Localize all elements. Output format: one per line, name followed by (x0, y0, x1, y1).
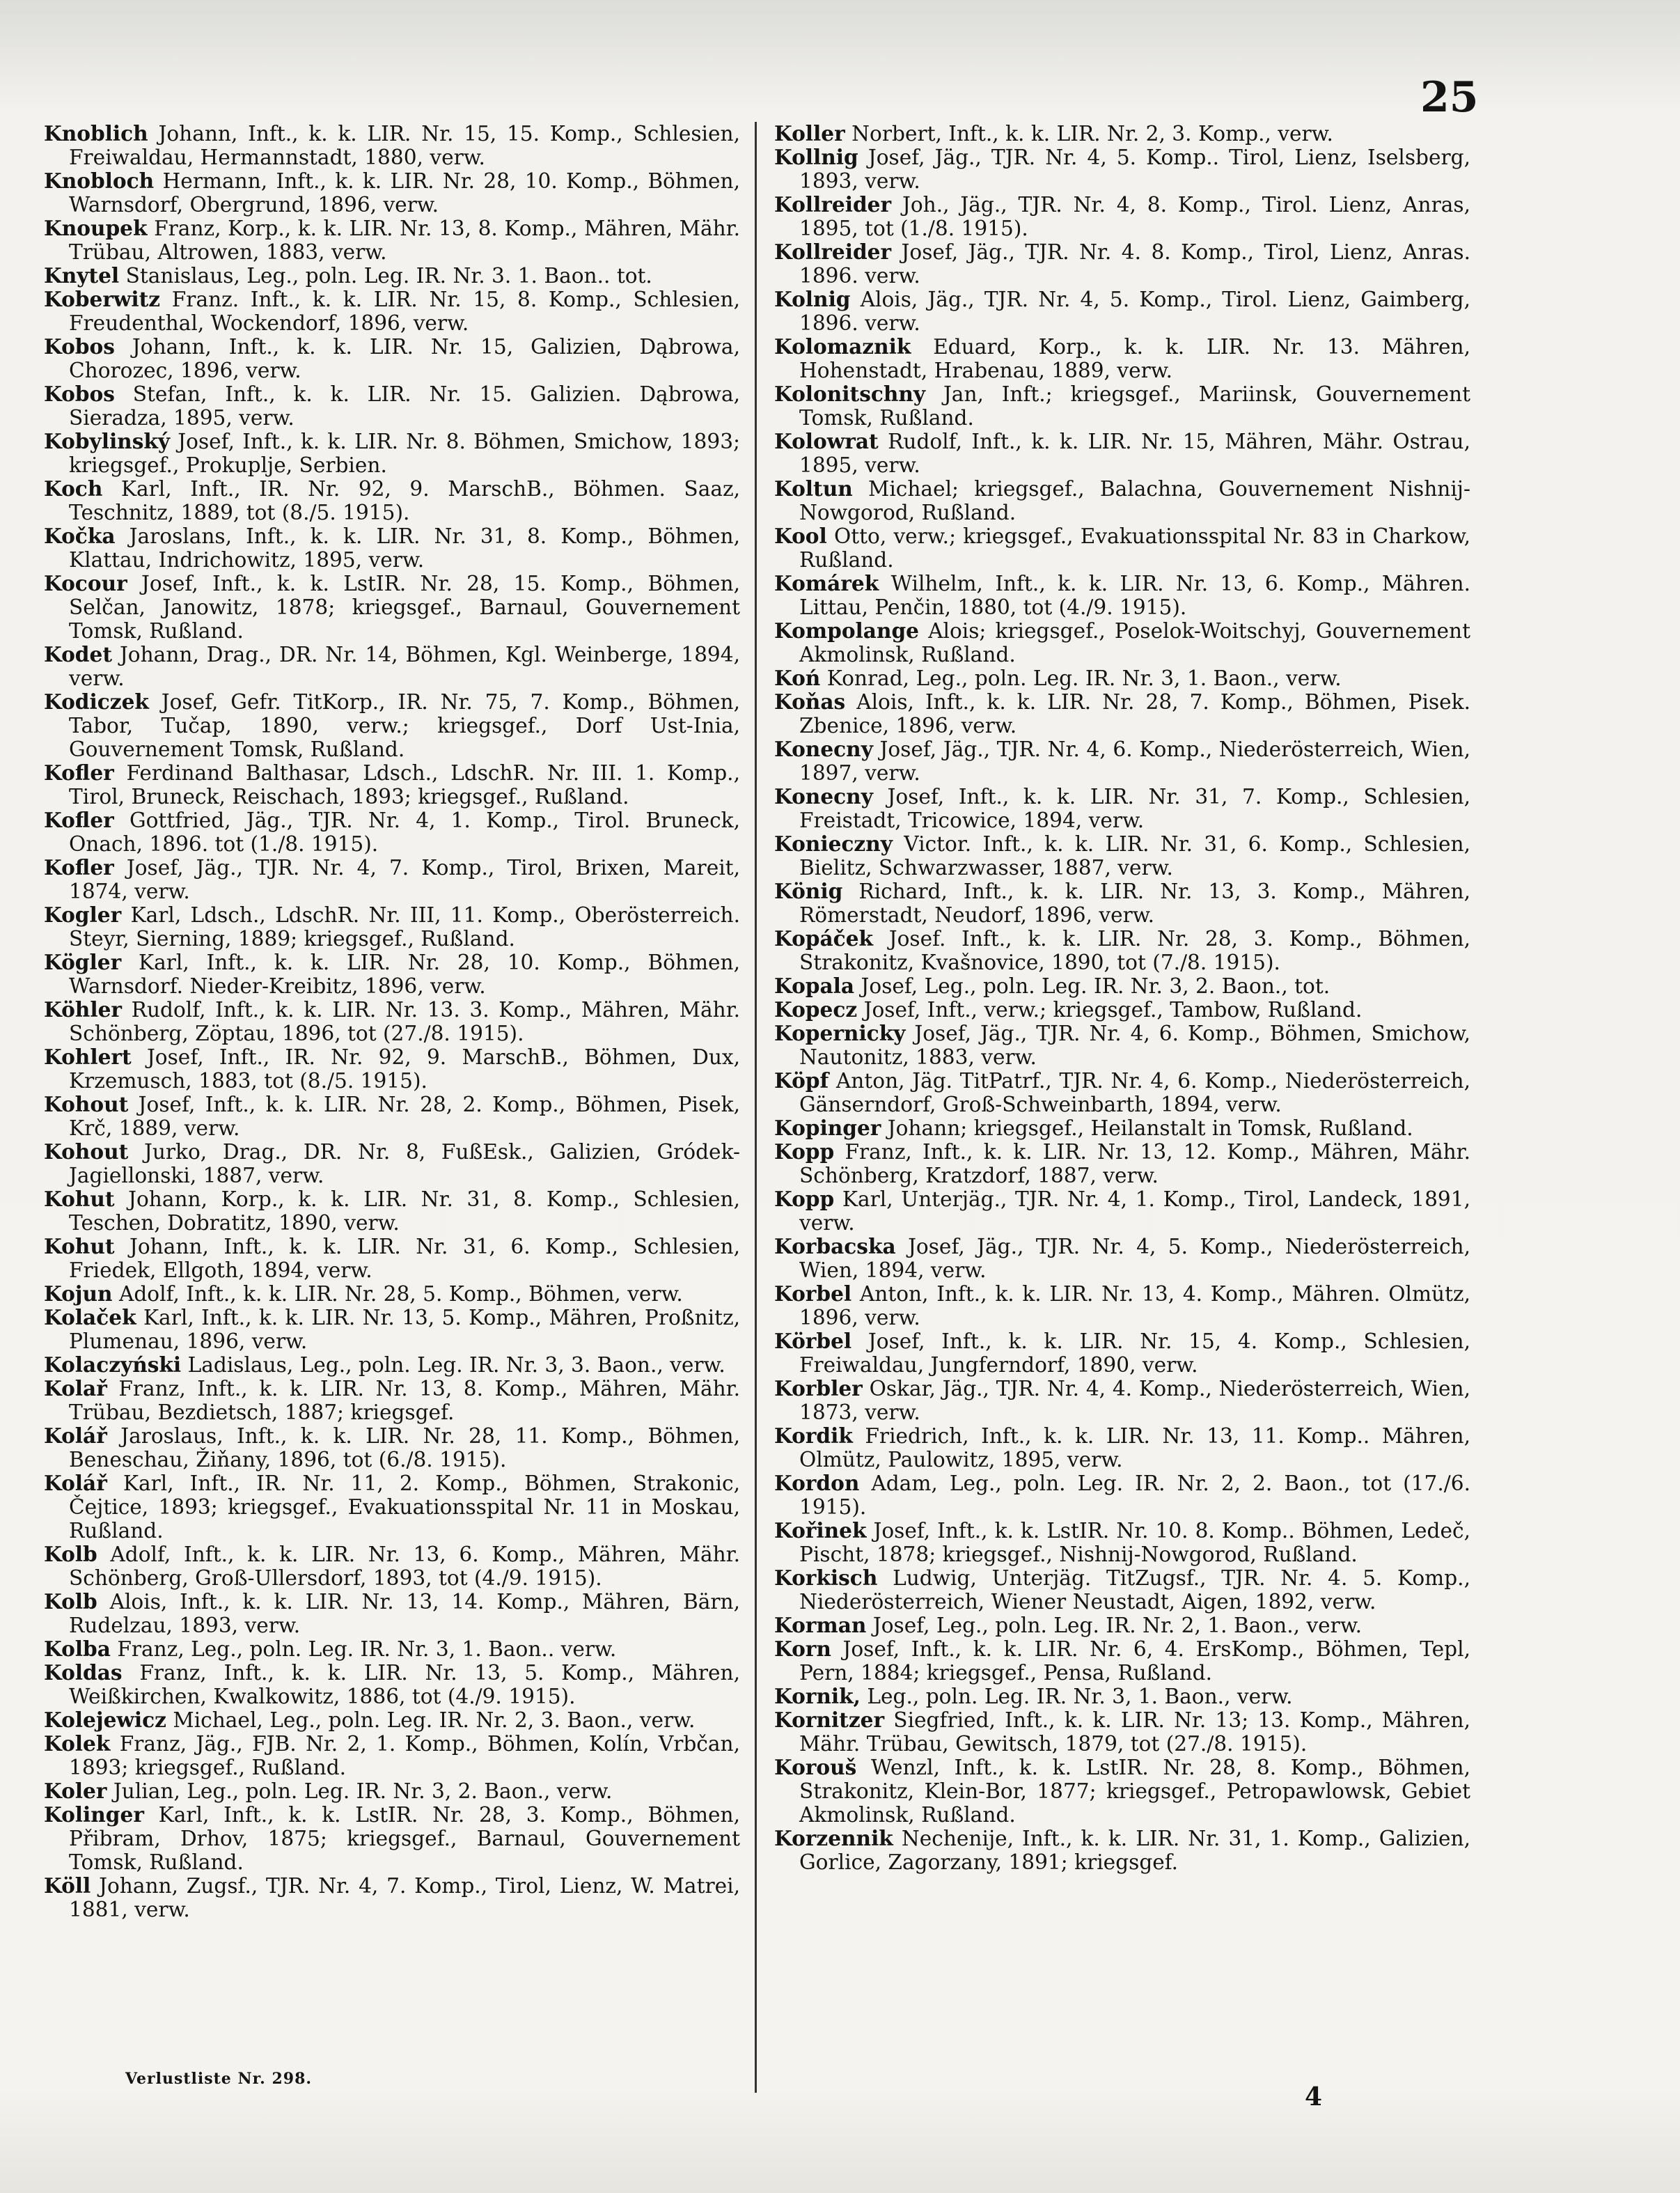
entry-surname: Kofler (44, 760, 114, 785)
casualty-entry (774, 785, 1470, 832)
entry-details: Josef, Inft., k. k. LIR. Nr. 28, 2. Komp., Böhmen, Pisek, Krč, 1889, verw. (69, 1093, 740, 1140)
casualty-entry (44, 1590, 740, 1637)
entry-surname: Kompolange (774, 618, 920, 643)
entry-details: Franz, Inft., k. k. LIR. Nr. 13, 12. Komp., Mähren, Mähr. Schönberg, Kratzdorf, 1887, verw. (799, 1140, 1470, 1187)
entry-surname: Kolář (44, 1471, 107, 1495)
entry-details: Stanislaus, Leg., poln. Leg. IR. Nr. 3. 1. Baon.. tot. (125, 264, 652, 288)
entry-details: Karl, Unterjäg., TJR. Nr. 4, 1. Komp., Tirol, Landeck, 1891, verw. (799, 1187, 1470, 1235)
entry-details: Franz, Leg., poln. Leg. IR. Nr. 3, 1. Baon.. verw. (117, 1637, 617, 1661)
entry-surname: Knytel (44, 263, 120, 288)
entry-details: Karl, Inft., IR. Nr. 92, 9. MarschB., Böhmen. Saaz, Teschnitz, 1889, tot (8./5. 1915). (69, 477, 740, 524)
entry-details: Alois, Jäg., TJR. Nr. 4, 5. Komp., Tirol. Lienz, Gaimberg, 1896. verw. (799, 288, 1470, 335)
entry-details: Josef, Jäg., TJR. Nr. 4, 5. Komp., Niederösterreich, Wien, 1894, verw. (799, 1235, 1470, 1282)
left-column (44, 122, 740, 1921)
casualty-entry (44, 1708, 740, 1732)
entry-surname: Kornik, (774, 1684, 861, 1708)
entry-details: Rudolf, Inft., k. k. LIR. Nr. 15, Mähren, Mähr. Ostrau, 1895, verw. (799, 430, 1470, 477)
entry-details: Johann, Korp., k. k. LIR. Nr. 31, 8. Komp., Schlesien, Teschen, Dobratitz, 1890, verw. (69, 1187, 740, 1235)
entry-details: Richard, Inft., k. k. LIR. Nr. 13, 3. Komp., Mähren, Römerstadt, Neudorf, 1896, verw. (799, 880, 1470, 927)
entry-details: Norbert, Inft., k. k. LIR. Nr. 2, 3. Komp., verw. (851, 122, 1333, 146)
casualty-entry (44, 1472, 740, 1543)
casualty-entry (774, 1614, 1470, 1637)
casualty-entry (774, 1022, 1470, 1069)
entry-surname: Kocour (44, 571, 127, 595)
casualty-entry (774, 1472, 1470, 1519)
casualty-entry (44, 643, 740, 690)
casualty-entry (44, 1732, 740, 1779)
entry-surname: Komárek (774, 571, 879, 595)
casualty-entry (44, 690, 740, 761)
entry-details: Johann, Inft., k. k. LIR. Nr. 15, Galizien, Dąbrowa, Chorozec, 1896, verw. (69, 335, 740, 382)
entry-surname: Kodiczek (44, 689, 149, 714)
entry-surname: Kolnig (774, 287, 851, 311)
entry-surname: Kojun (44, 1281, 113, 1306)
casualty-entry (44, 217, 740, 264)
entry-surname: Koler (44, 1779, 107, 1803)
entry-details: Jaroslans, Inft., k. k. LIR. Nr. 31, 8. Komp., Böhmen, Klattau, Indrichowitz, 1895, verw. (69, 524, 740, 572)
casualty-entry (44, 122, 740, 169)
entry-surname: Konecny (774, 784, 873, 809)
entry-surname: Korkisch (774, 1566, 878, 1590)
entry-surname: Kornitzer (774, 1708, 885, 1732)
entry-surname: Kohut (44, 1187, 115, 1211)
entry-surname: Kolejewicz (44, 1708, 166, 1732)
entry-surname: Kolb (44, 1589, 97, 1614)
casualty-entry (44, 1187, 740, 1235)
entry-details: Johann, Inft., k. k. LIR. Nr. 15, 15. Komp., Schlesien, Freiwaldau, Hermannstadt, 1880, verw. (69, 122, 740, 169)
entry-surname: Koňas (774, 689, 846, 714)
entry-details: Johann, Zugsf., TJR. Nr. 4, 7. Komp., Tirol, Lienz, W. Matrei, 1881, verw. (69, 1874, 740, 1921)
entry-surname: Kolba (44, 1637, 111, 1661)
casualty-entry (44, 1235, 740, 1282)
casualty-entry (774, 1637, 1470, 1685)
entry-surname: Korbler (774, 1376, 863, 1400)
entry-surname: Kolař (44, 1376, 107, 1400)
entry-details: Alois, Inft., k. k. LIR. Nr. 13, 14. Komp., Mähren, Bärn, Rudelzau, 1893, verw. (69, 1590, 740, 1637)
entry-surname: Kohlert (44, 1045, 132, 1069)
footer-issue-label: Verlustliste Nr. 298. (125, 2070, 313, 2088)
entry-surname: Korn (774, 1637, 831, 1661)
casualty-entry (44, 1045, 740, 1093)
casualty-entry (774, 240, 1470, 288)
casualty-entry (44, 1803, 740, 1874)
entry-details: Stefan, Inft., k. k. LIR. Nr. 15. Galizien. Dąbrowa, Sieradza, 1895, verw. (69, 382, 740, 430)
entry-details: Karl, Inft., k. k. LstIR. Nr. 28, 3. Komp., Böhmen, Přibram, Drhov, 1875; kriegsgef., Barnaul, Gouvernement Tomsk, Rußland. (69, 1803, 740, 1874)
entry-details: Franz, Korp., k. k. LIR. Nr. 13, 8. Komp., Mähren, Mähr. Trübau, Altrowen, 1883, verw. (69, 217, 740, 264)
casualty-entry (44, 1353, 740, 1377)
entry-surname: Kolinger (44, 1802, 144, 1827)
entry-surname: Kopp (774, 1187, 835, 1211)
casualty-entry (44, 903, 740, 951)
entry-details: Franz, Inft., k. k. LIR. Nr. 13, 5. Komp., Mähren, Weißkirchen, Kwalkowitz, 1886, tot (4./9. 1915). (69, 1661, 740, 1708)
casualty-entry (774, 619, 1470, 666)
entry-details: Franz, Jäg., FJB. Nr. 2, 1. Komp., Böhmen, Kolín, Vrbčan, 1893; kriegsgef., Rußland. (69, 1732, 740, 1779)
entry-surname: Kopernicky (774, 1021, 906, 1045)
entry-details: Otto, verw.; kriegsgef., Evakuationsspital Nr. 83 in Charkow, Rußland. (799, 524, 1470, 572)
entry-surname: Korzennik (774, 1826, 893, 1850)
entry-surname: Koch (44, 476, 103, 501)
entry-details: Siegfried, Inft., k. k. LIR. Nr. 13; 13. Komp., Mähren, Mähr. Trübau, Gewitsch, 1879, tot (27./8. 1915). (799, 1708, 1470, 1756)
casualty-entry (44, 856, 740, 903)
entry-surname: Kolaček (44, 1305, 136, 1329)
casualty-entry (774, 122, 1470, 146)
casualty-entry (44, 335, 740, 382)
entry-surname: Koltun (774, 476, 853, 501)
entry-details: Josef, Inft., k. k. LIR. Nr. 6, 4. ErsKomp., Böhmen, Tepl, Pern, 1884; kriegsgef., Pensa, Rußland. (799, 1637, 1470, 1685)
entry-details: Franz. Inft., k. k. LIR. Nr. 15, 8. Komp., Schlesien, Freudenthal, Wockendorf, 1896, verw. (69, 288, 740, 335)
entry-surname: Kolaczyński (44, 1352, 182, 1377)
entry-details: Adam, Leg., poln. Leg. IR. Nr. 2, 2. Baon., tot (17./6. 1915). (799, 1472, 1470, 1519)
entry-details: Ferdinand Balthasar, Ldsch., LdschR. Nr. III. 1. Komp., Tirol, Bruneck, Reischach, 1893; kriegsgef., Rußland. (69, 761, 740, 809)
entry-details: Karl, Inft., IR. Nr. 11, 2. Komp., Böhmen, Strakonic, Čejtice, 1893; kriegsgef., Evakuationsspital Nr. 11 in Moskau, Rußland. (69, 1472, 740, 1543)
entry-details: Jaroslaus, Inft., k. k. LIR. Nr. 28, 11. Komp., Böhmen, Beneschau, Žiňany, 1896, tot (6./8. 1915). (69, 1424, 740, 1472)
casualty-entry (44, 1779, 740, 1803)
entry-surname: Kohut (44, 1234, 115, 1258)
entry-details: Oskar, Jäg., TJR. Nr. 4, 4. Komp., Niederösterreich, Wien, 1873, verw. (799, 1377, 1470, 1424)
entry-details: Joh., Jäg., TJR. Nr. 4, 8. Komp., Tirol. Lienz, Anras, 1895, tot (1./8. 1915). (799, 193, 1470, 240)
casualty-entry (774, 737, 1470, 785)
entry-details: Johann, Drag., DR. Nr. 14, Böhmen, Kgl. Weinberge, 1894, verw. (69, 643, 740, 690)
casualty-entry (44, 1874, 740, 1921)
entry-surname: Korbacska (774, 1234, 896, 1258)
entry-surname: Kolomaznik (774, 334, 911, 359)
entry-details: Karl, Ldsch., LdschR. Nr. III, 11. Komp., Oberösterreich. Steyr, Sierning, 1889; kriegsgef., Rußland. (69, 903, 740, 951)
entry-surname: Kollreider (774, 192, 892, 217)
casualty-entry (774, 1827, 1470, 1874)
casualty-entry (774, 1329, 1470, 1377)
entry-surname: Kollreider (774, 240, 892, 264)
entry-details: Josef, Inft., verw.; kriegsgef., Tambow, Rußland. (863, 998, 1363, 1022)
entry-surname: Kofler (44, 855, 114, 880)
casualty-entry (774, 524, 1470, 572)
casualty-entry (44, 998, 740, 1045)
casualty-entry (774, 1235, 1470, 1282)
casualty-entry (774, 880, 1470, 927)
entry-details: Karl, Inft., k. k. LIR. Nr. 28, 10. Komp., Böhmen, Warnsdorf. Nieder-Kreibitz, 1896, verw. (69, 951, 740, 998)
entry-details: Franz, Inft., k. k. LIR. Nr. 13, 8. Komp., Mähren, Mähr. Trübau, Bezdietsch, 1887; kriegsgef. (69, 1377, 740, 1424)
entry-surname: Knoupek (44, 216, 148, 240)
entry-details: Josef, Jäg., TJR. Nr. 4, 7. Komp., Tirol, Brixen, Mareit, 1874, verw. (69, 856, 740, 903)
casualty-entry (774, 1187, 1470, 1235)
casualty-entry (44, 1306, 740, 1353)
entry-details: Eduard, Korp., k. k. LIR. Nr. 13. Mähren, Hohenstadt, Hrabenau, 1889, verw. (799, 335, 1470, 382)
footer-signature-mark: 4 (1305, 2082, 1323, 2112)
entry-details: Wenzl, Inft., k. k. LstIR. Nr. 28, 8. Komp., Böhmen, Strakonitz, Klein-Bor, 1877; kriegsgef., Petropawlowsk, Gebiet Akmolinsk, Rußland. (799, 1756, 1470, 1827)
entry-surname: Kohout (44, 1139, 129, 1164)
entry-details: Josef, Inft., k. k. LstIR. Nr. 10. 8. Komp.. Böhmen, Ledeč, Pischt, 1878; kriegsgef., Nishnij-Nowgorod, Rußland. (799, 1519, 1470, 1566)
casualty-entry (774, 146, 1470, 193)
casualty-entry (44, 382, 740, 430)
entry-details: Jan, Inft.; kriegsgef., Mariinsk, Gouvernement Tomsk, Rußland. (799, 382, 1470, 430)
casualty-entry (44, 264, 740, 288)
entry-surname: Korouš (774, 1755, 857, 1779)
casualty-entry (774, 430, 1470, 477)
entry-details: Alois; kriegsgef., Poselok-Woitschyj, Gouvernement Akmolinsk, Rußland. (799, 619, 1470, 666)
casualty-entry (44, 809, 740, 856)
entry-surname: Koller (774, 121, 845, 146)
casualty-entry (44, 1543, 740, 1590)
casualty-entry (44, 524, 740, 572)
casualty-entry (774, 1756, 1470, 1827)
casualty-entry (774, 1282, 1470, 1329)
entry-surname: Kopáček (774, 926, 874, 951)
page-number: 25 (1420, 73, 1479, 122)
entry-details: Wilhelm, Inft., k. k. LIR. Nr. 13, 6. Komp., Mähren. Littau, Penčin, 1880, tot (4./9. 1915). (799, 572, 1470, 619)
entry-details: Michael, Leg., poln. Leg. IR. Nr. 2, 3. Baon., verw. (173, 1708, 696, 1732)
entry-surname: Korman (774, 1613, 867, 1637)
entry-surname: Kool (774, 524, 827, 548)
entry-surname: Kobylinský (44, 429, 171, 453)
casualty-entry (44, 1661, 740, 1708)
entry-details: Josef, Leg., poln. Leg. IR. Nr. 3, 2. Baon., tot. (861, 974, 1330, 998)
casualty-entry (774, 974, 1470, 998)
entry-surname: Köhler (44, 997, 122, 1022)
entry-details: Anton, Jäg. TitPatrf., TJR. Nr. 4, 6. Komp., Niederösterreich, Gänserndorf, Groß-Schweinbarth, 1894, verw. (799, 1069, 1470, 1116)
column-divider (755, 122, 757, 2093)
casualty-entry (774, 1377, 1470, 1424)
entry-surname: Kobos (44, 382, 115, 406)
entry-details: Johann; kriegsgef., Heilanstalt in Tomsk, Rußland. (887, 1116, 1413, 1140)
casualty-entry (44, 1377, 740, 1424)
entry-surname: Kollnig (774, 145, 858, 169)
entry-details: Josef, Jäg., TJR. Nr. 4. 8. Komp., Tirol, Lienz, Anras. 1896. verw. (799, 240, 1470, 288)
casualty-entry (774, 288, 1470, 335)
casualty-entry (44, 572, 740, 643)
casualty-entry (44, 288, 740, 335)
entry-details: Josef, Jäg., TJR. Nr. 4, 5. Komp.. Tirol, Lienz, Iselsberg, 1893, verw. (799, 146, 1470, 193)
entry-surname: Knobloch (44, 169, 155, 193)
entry-details: Konrad, Leg., poln. Leg. IR. Nr. 3, 1. Baon., verw. (826, 666, 1342, 690)
entry-details: Julian, Leg., poln. Leg. IR. Nr. 3, 2. Baon., verw. (113, 1779, 613, 1803)
casualty-entry (774, 193, 1470, 240)
casualty-entry (44, 1093, 740, 1140)
entry-surname: Konieczny (774, 832, 893, 856)
casualty-entry (774, 1069, 1470, 1116)
casualty-entry (44, 1424, 740, 1472)
entry-surname: Kolb (44, 1542, 97, 1566)
entry-details: Josef, Inft., k. k. LIR. Nr. 8. Böhmen, Smichow, 1893; kriegsgef., Prokuplje, Serbien. (69, 430, 740, 477)
entry-surname: Kopp (774, 1139, 835, 1164)
entry-surname: Kogler (44, 903, 122, 927)
casualty-entry (774, 1566, 1470, 1614)
casualty-entry (774, 1519, 1470, 1566)
entry-details: Josef, Inft., k. k. LIR. Nr. 31, 7. Komp., Schlesien, Freistadt, Tricowice, 1894, verw. (799, 785, 1470, 832)
casualty-entry (774, 477, 1470, 524)
entry-details: Adolf, Inft., k. k. LIR. Nr. 13, 6. Komp., Mähren, Mähr. Schönberg, Groß-Ullersdorf, 1893, tot (4./9. 1915). (69, 1543, 740, 1590)
entry-details: Victor. Inft., k. k. LIR. Nr. 31, 6. Komp., Schlesien, Bielitz, Schwarzwasser, 1887, verw. (799, 832, 1470, 880)
entry-details: Josef, Jäg., TJR. Nr. 4, 6. Komp., Niederösterreich, Wien, 1897, verw. (799, 737, 1470, 785)
entry-surname: Kopecz (774, 997, 858, 1022)
casualty-entry (774, 1140, 1470, 1187)
entry-surname: Koń (774, 666, 821, 690)
entry-details: Johann, Inft., k. k. LIR. Nr. 31, 6. Komp., Schlesien, Friedek, Ellgoth, 1894, verw. (69, 1235, 740, 1282)
entry-surname: Körbel (774, 1329, 852, 1353)
entry-details: Friedrich, Inft., k. k. LIR. Nr. 13, 11. Komp.. Mähren, Olmütz, Paulowitz, 1895, verw. (799, 1424, 1470, 1472)
casualty-entry (774, 1685, 1470, 1708)
entry-details: Josef, Gefr. TitKorp., IR. Nr. 75, 7. Komp., Böhmen, Tabor, Tučap, 1890, verw.; kriegsgef., Dorf Ust-Inia, Gouvernement Tomsk, Rußland. (69, 690, 740, 761)
entry-surname: Kořinek (774, 1518, 867, 1543)
entry-surname: Köll (44, 1873, 91, 1898)
entry-surname: Kolowrat (774, 429, 879, 453)
entry-surname: Koberwitz (44, 287, 161, 311)
casualty-entry (774, 382, 1470, 430)
casualty-entry (774, 1116, 1470, 1140)
entry-details: Josef, Inft., IR. Nr. 92, 9. MarschB., Böhmen, Dux, Krzemusch, 1883, tot (8./5. 1915). (69, 1045, 740, 1093)
casualty-entry (44, 1637, 740, 1661)
entry-details: Hermann, Inft., k. k. LIR. Nr. 28, 10. Komp., Böhmen, Warnsdorf, Obergrund, 1896, verw. (69, 169, 740, 217)
casualty-entry (774, 998, 1470, 1022)
entry-details: Ludwig, Unterjäg. TitZugsf., TJR. Nr. 4. 5. Komp., Niederösterreich, Wiener Neustadt, Aigen, 1892, verw. (799, 1566, 1470, 1614)
entry-surname: Kofler (44, 808, 114, 832)
entry-details: Nechenije, Inft., k. k. LIR. Nr. 31, 1. Komp., Galizien, Gorlice, Zagorzany, 1891; kriegsgef. (799, 1827, 1470, 1874)
entry-details: Gottfried, Jäg., TJR. Nr. 4, 1. Komp., Tirol. Bruneck, Onach, 1896. tot (1./8. 1915). (69, 809, 740, 856)
entry-surname: Köpf (774, 1068, 829, 1093)
entry-surname: Kordon (774, 1471, 860, 1495)
casualty-entry (44, 1282, 740, 1306)
entry-surname: Korbel (774, 1281, 852, 1306)
entry-surname: Kopala (774, 974, 855, 998)
casualty-entry (44, 761, 740, 809)
casualty-entry (774, 572, 1470, 619)
casualty-entry (774, 666, 1470, 690)
entry-details: Jurko, Drag., DR. Nr. 8, FußEsk., Galizien, Gródek-Jagiellonski, 1887, verw. (69, 1140, 740, 1187)
casualty-entry (44, 430, 740, 477)
entry-surname: Kolonitschny (774, 382, 926, 406)
entry-details: Leg., poln. Leg. IR. Nr. 3, 1. Baon., verw. (867, 1685, 1293, 1708)
entry-details: Josef. Inft., k. k. LIR. Nr. 28, 3. Komp., Böhmen, Strakonitz, Kvašnovice, 1890, tot (7./8. 1915). (799, 927, 1470, 974)
casualty-entry (44, 477, 740, 524)
entry-surname: König (774, 879, 843, 903)
entry-surname: Kolář (44, 1423, 107, 1448)
entry-surname: Knoblich (44, 121, 148, 146)
entry-surname: Koldas (44, 1660, 123, 1685)
entry-surname: Kobos (44, 334, 115, 359)
entry-details: Michael; kriegsgef., Balachna, Gouvernement Nishnij-Nowgorod, Rußland. (799, 477, 1470, 524)
entry-details: Adolf, Inft., k. k. LIR. Nr. 28, 5. Komp., Böhmen, verw. (118, 1282, 683, 1306)
entry-details: Josef, Inft., k. k. LstIR. Nr. 28, 15. Komp., Böhmen, Selčan, Janowitz, 1878; kriegsgef., Barnaul, Gouvernement Tomsk, Rußland. (69, 572, 740, 643)
casualty-entry (774, 1708, 1470, 1756)
entry-details: Karl, Inft., k. k. LIR. Nr. 13, 5. Komp., Mähren, Proßnitz, Plumenau, 1896, verw. (69, 1306, 740, 1353)
entry-details: Josef, Leg., poln. Leg. IR. Nr. 2, 1. Baon., verw. (872, 1614, 1363, 1637)
casualty-entry (774, 690, 1470, 737)
entry-surname: Kodet (44, 642, 113, 666)
entry-details: Josef, Jäg., TJR. Nr. 4, 6. Komp., Böhmen, Smichow, Nautonitz, 1883, verw. (799, 1022, 1470, 1069)
entry-details: Rudolf, Inft., k. k. LIR. Nr. 13. 3. Komp., Mähren, Mähr. Schönberg, Zöptau, 1896, tot (27./8. 1915). (69, 998, 740, 1045)
casualty-entry (774, 927, 1470, 974)
casualty-entry (44, 169, 740, 217)
entry-surname: Kögler (44, 950, 122, 974)
right-column (774, 122, 1470, 1874)
entry-surname: Kočka (44, 524, 116, 548)
entry-surname: Kordik (774, 1423, 853, 1448)
entry-surname: Kohout (44, 1092, 129, 1116)
entry-details: Josef, Inft., k. k. LIR. Nr. 15, 4. Komp., Schlesien, Freiwaldau, Jungferndorf, 1890, verw. (799, 1329, 1470, 1377)
entry-surname: Konecny (774, 737, 873, 761)
entry-details: Ladislaus, Leg., poln. Leg. IR. Nr. 3, 3. Baon., verw. (187, 1353, 725, 1377)
casualty-entry (774, 335, 1470, 382)
entry-surname: Kopinger (774, 1116, 881, 1140)
entry-details: Alois, Inft., k. k. LIR. Nr. 28, 7. Komp., Böhmen, Pisek. Zbenice, 1896, verw. (799, 690, 1470, 737)
casualty-entry (44, 1140, 740, 1187)
casualty-entry (44, 951, 740, 998)
entry-surname: Kolek (44, 1731, 111, 1756)
entry-details: Anton, Inft., k. k. LIR. Nr. 13, 4. Komp., Mähren. Olmütz, 1896, verw. (799, 1282, 1470, 1329)
casualty-entry (774, 1424, 1470, 1472)
casualty-entry (774, 832, 1470, 880)
